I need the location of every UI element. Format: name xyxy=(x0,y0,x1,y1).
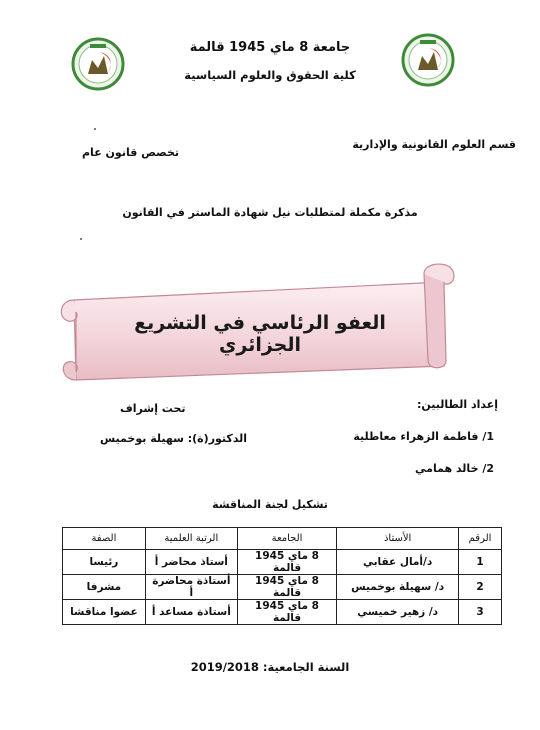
header-university: الجامعة xyxy=(237,528,336,550)
committee-title: تشكيل لجنة المناقشة xyxy=(212,498,328,511)
department-name: قسم العلوم القانونية والإدارية xyxy=(352,138,516,151)
cell-role: رئيسا xyxy=(63,550,146,575)
cell-role: مشرفا xyxy=(63,575,146,600)
university-logo-icon xyxy=(400,32,456,88)
specialization: تخصص قانون عام xyxy=(82,146,180,159)
preparation-label: إعداد الطالبين: xyxy=(416,398,498,411)
table-row xyxy=(63,600,502,625)
cell-university: 8 ماي 1945 قالمة xyxy=(237,575,336,600)
scan-speck xyxy=(80,238,82,240)
cell-university: 8 ماي 1945 قالمة xyxy=(237,600,336,625)
table-row xyxy=(63,575,502,600)
supervisor-name: الدكتور(ة): سهيلة بوخميس xyxy=(100,432,248,445)
cell-professor: د/ زهير خميسي xyxy=(337,600,459,625)
cell-professor: د/ سهيلة بوخميس xyxy=(337,575,459,600)
cell-number: 2 xyxy=(459,575,502,600)
university-logo-icon xyxy=(70,36,126,92)
cell-rank: أستاذ محاضر أ xyxy=(145,550,237,575)
cell-professor: د/أمال عقابي xyxy=(337,550,459,575)
thesis-title: العفو الرئاسي في التشريع الجزائري xyxy=(134,312,386,356)
memo-description: مذكرة مكملة لمتطلبات نيل شهادة الماستر في القانون xyxy=(122,206,418,219)
cell-number: 1 xyxy=(459,550,502,575)
cell-number: 3 xyxy=(459,600,502,625)
header-role: الصفة xyxy=(63,528,146,550)
academic-year: السنة الجامعية: 2019/2018 xyxy=(190,660,350,674)
university-name: جامعة 8 ماي 1945 قالمة xyxy=(189,40,351,55)
scan-speck xyxy=(94,128,96,130)
table-header-row xyxy=(63,528,502,550)
supervision-label: تحت إشراف xyxy=(120,402,186,415)
student-name-2: 2/ خالد همامي xyxy=(415,462,494,475)
header-professor: الأستاذ xyxy=(337,528,459,550)
header-rank: الرتبة العلمية xyxy=(145,528,237,550)
table-row xyxy=(63,550,502,575)
cell-rank: أستاذة محاضرة أ xyxy=(145,575,237,600)
committee-table xyxy=(62,527,502,625)
faculty-name: كلية الحقوق والعلوم السياسية xyxy=(184,68,356,82)
cell-rank: أستاذة مساعد أ xyxy=(145,600,237,625)
cell-role: عضوا مناقشا xyxy=(63,600,146,625)
header-number: الرقم xyxy=(459,528,502,550)
cell-university: 8 ماي 1945 قالمة xyxy=(237,550,336,575)
student-name-1: 1/ فاطمة الزهراء معاطلية xyxy=(353,430,494,443)
